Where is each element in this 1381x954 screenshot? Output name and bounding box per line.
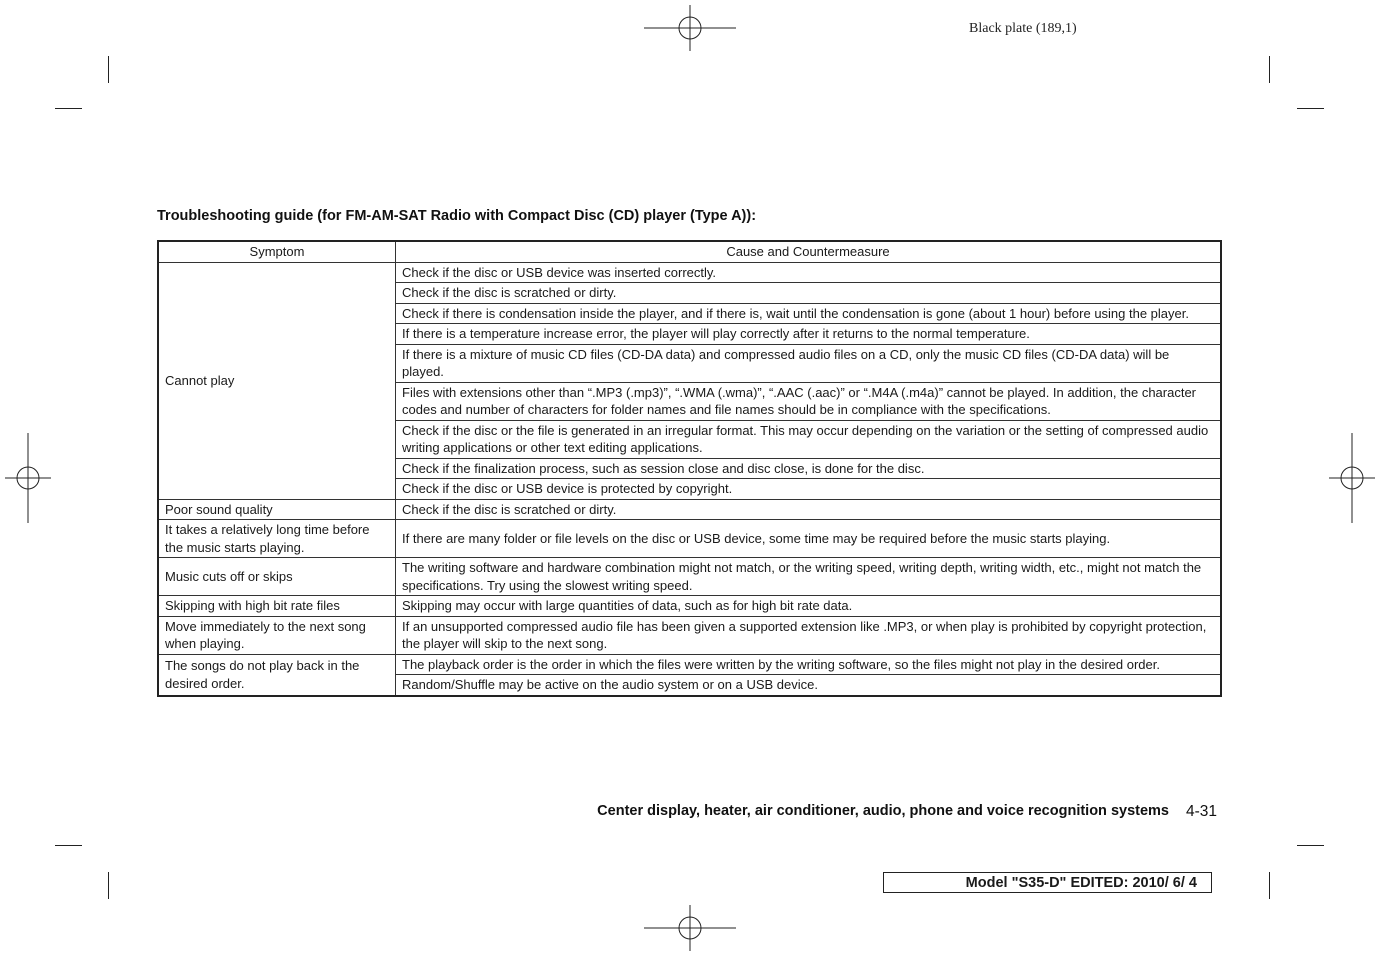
- page-number: 4-31: [1186, 803, 1218, 820]
- cause-cell: Check if the disc or USB device is protected by copyright.: [396, 479, 1222, 500]
- crop-mark: [55, 845, 82, 846]
- section-title: Center display, heater, air conditioner, audio, phone and voice recognition systems: [597, 803, 1169, 819]
- table-row: [158, 558, 1221, 596]
- cause-cell: Skipping may occur with large quantities of data, such as for high bit rate data.: [396, 596, 1222, 617]
- table-row: [158, 499, 1221, 520]
- symptom-cell: Poor sound quality: [158, 499, 396, 520]
- cause-cell: Check if the disc is scratched or dirty.: [396, 283, 1222, 304]
- table-row: [158, 520, 1221, 558]
- registration-mark-icon: [644, 5, 736, 51]
- troubleshooting-table: [157, 240, 1222, 697]
- crop-mark: [1269, 872, 1270, 899]
- symptom-cell: It takes a relatively long time before the music starts playing.: [158, 520, 396, 558]
- symptom-cell: Skipping with high bit rate files: [158, 596, 396, 617]
- cause-cell: Check if there is condensation inside the player, and if there is, wait until the condensation is gone (about 1 hour) before using the player.: [396, 303, 1222, 324]
- column-header-symptom: Symptom: [158, 241, 396, 262]
- symptom-cell: The songs do not play back in the desired order.: [158, 654, 396, 696]
- crop-mark: [55, 108, 82, 109]
- symptom-cell: Cannot play: [158, 262, 396, 499]
- crop-mark: [108, 56, 109, 83]
- registration-mark-icon: [1329, 433, 1375, 523]
- crop-mark: [1297, 108, 1324, 109]
- crop-mark: [108, 872, 109, 899]
- cause-cell: The playback order is the order in which the files were written by the writing software, so the files might not play in the desired order.: [396, 654, 1222, 675]
- plate-label: Black plate (189,1): [969, 21, 1077, 36]
- cause-cell: If an unsupported compressed audio file has been given a supported extension like .MP3, or when play is prohibited by copyright protection, the player will skip to the next song.: [396, 616, 1222, 654]
- model-edit-box: [883, 872, 1212, 893]
- symptom-cell: Music cuts off or skips: [158, 558, 396, 596]
- table-row: [158, 616, 1221, 654]
- cause-cell: Check if the finalization process, such as session close and disc close, is done for the disc.: [396, 458, 1222, 479]
- table-row: [158, 654, 1221, 675]
- page-title: Troubleshooting guide (for FM-AM-SAT Radio with Compact Disc (CD) player (Type A)):: [157, 208, 757, 224]
- registration-mark-icon: [644, 905, 736, 951]
- cause-cell: Check if the disc is scratched or dirty.: [396, 499, 1222, 520]
- cause-cell: If there are many folder or file levels on the disc or USB device, some time may be required before the music starts playing.: [396, 520, 1222, 558]
- cause-cell: Check if the disc or USB device was inserted correctly.: [396, 262, 1222, 283]
- table-row: [158, 262, 1221, 283]
- cause-cell: Check if the disc or the file is generated in an irregular format. This may occur depending on the variation or the setting of compressed audio writing applications or other text editing applications.: [396, 420, 1222, 458]
- cause-cell: If there is a mixture of music CD files (CD-DA data) and compressed audio files on a CD, only the music CD files (CD-DA data) will be played.: [396, 344, 1222, 382]
- column-header-cause: Cause and Countermeasure: [396, 241, 1222, 262]
- table-header-row: [158, 241, 1221, 262]
- cause-cell: Files with extensions other than “.MP3 (.mp3)”, “.WMA (.wma)”, “.AAC (.aac)” or “.M4A (.m4a)” cannot be played. In addition, the character codes and number of characters for folder names and file names should be in compliance with the specifications.: [396, 382, 1222, 420]
- cause-cell: If there is a temperature increase error, the player will play correctly after it returns to the normal temperature.: [396, 324, 1222, 345]
- cause-cell: The writing software and hardware combination might not match, or the writing speed, writing depth, writing width, etc., might not match the specifications. Try using the slowest writing speed.: [396, 558, 1222, 596]
- crop-mark: [1269, 56, 1270, 83]
- cause-cell: Random/Shuffle may be active on the audio system or on a USB device.: [396, 675, 1222, 696]
- model-label: Model "S35-D" EDITED: 2010/ 6/ 4: [965, 875, 1197, 891]
- symptom-cell: Move immediately to the next song when playing.: [158, 616, 396, 654]
- table-row: [158, 596, 1221, 617]
- crop-mark: [1297, 845, 1324, 846]
- registration-mark-icon: [5, 433, 51, 523]
